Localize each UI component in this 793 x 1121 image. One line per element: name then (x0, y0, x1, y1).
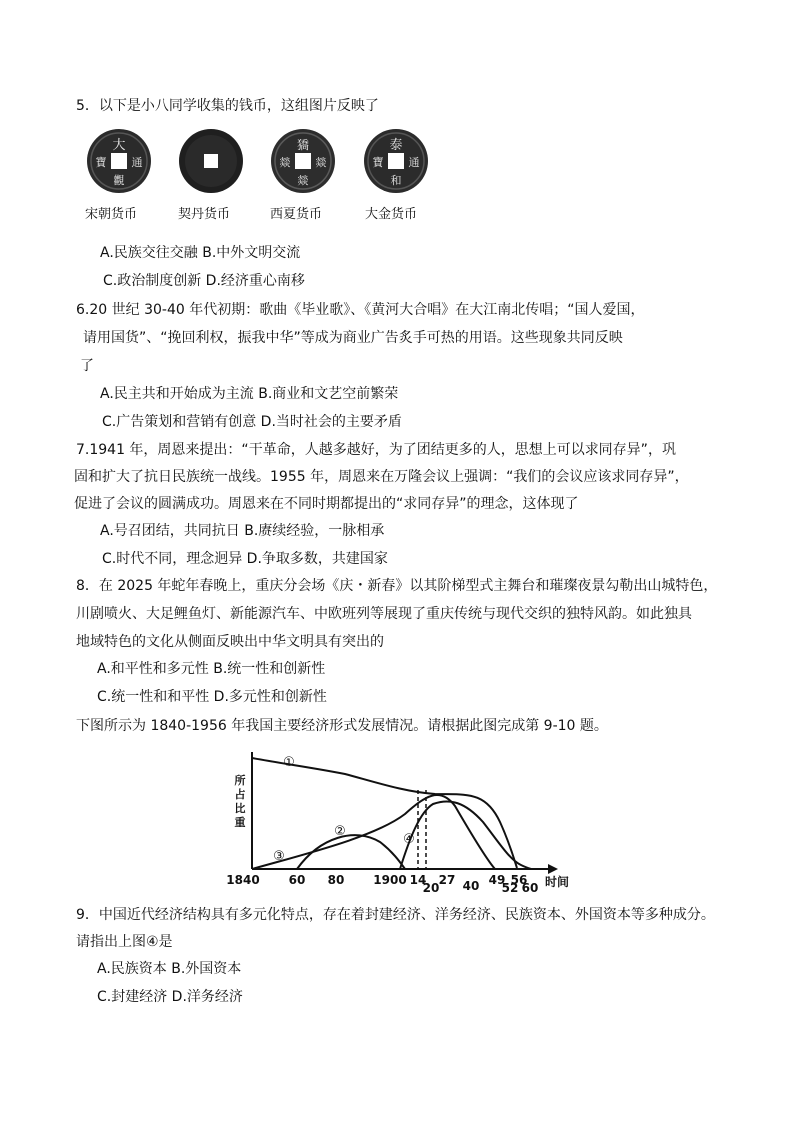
coin-jin (363, 128, 429, 198)
q6-line-1: 6.20 世纪 30-40 年代初期：歌曲《毕业歌》、《黄河大合唱》在大江南北传唱；“国人爱国， (76, 302, 645, 318)
coin-song-glyph-bottom: 觀 (113, 174, 125, 187)
q8-options-ab: A.和平性和多元性 B.统一性和创新性 (97, 661, 326, 677)
coin-jin-label: 大金货币 (365, 207, 418, 222)
q9-line-1: 9．中国近代经济结构具有多元化特点，存在着封建经济、洋务经济、民族资本、外国资本等多种成分。 (76, 907, 715, 923)
y-axis-label-char-4: 重 (234, 816, 246, 829)
x-tick-52: 52 (501, 881, 519, 895)
coin-xixia-glyph-left: 燚 (279, 156, 291, 169)
coin-jin-glyph-right: 通 (408, 156, 420, 169)
x-axis-arrow (548, 864, 558, 874)
q8-line-3: 地域特色的文化从侧面反映出中华文明具有突出的 (76, 634, 384, 650)
x-axis-label: 时间 (544, 875, 570, 889)
series-marker-4 (403, 832, 415, 847)
y-axis-label-char-1: 所 (234, 774, 246, 787)
q7-line-2: 固和扩大了抗日民族统一战线。1955 年，周恩来在万隆会议上强调：“我们的会议应该求同存异”， (74, 469, 689, 485)
series-4-line (400, 801, 531, 869)
coin-xixia (270, 128, 336, 198)
x-tick-20: 20 (422, 881, 440, 895)
q8-line-2: 川剧喷火、大足鲤鱼灯、新能源汽车、中欧班列等展现了重庆传统与现代交织的独特风韵。如此独具 (76, 606, 692, 622)
q6-options-cd: C.广告策划和营销有创意 D.当时社会的主要矛盾 (102, 414, 402, 430)
coin-song-glyph-right: 通 (131, 156, 143, 169)
q5-stem: 5．以下是小八同学收集的钱币，这组图片反映了 (76, 98, 379, 114)
coin-song-glyph-left: 寶 (95, 156, 107, 169)
q6-options-ab: A.民主共和开始成为主流 B.商业和文艺空前繁荣 (100, 386, 399, 402)
x-ticks-second-row (225, 880, 585, 900)
x-tick-80: 80 (327, 873, 345, 887)
series-3-line (252, 795, 495, 869)
svg-text:④: ④ (403, 832, 415, 847)
coin-song (86, 128, 152, 198)
svg-text:③: ③ (273, 849, 285, 864)
q5-options-cd: C.政治制度创新 D.经济重心南移 (103, 273, 305, 289)
coin-song-label: 宋朝货币 (85, 207, 138, 222)
x-tick-60: 60 (288, 873, 306, 887)
economy-forms-chart (225, 742, 585, 892)
q7-options-cd: C.时代不同，理念迥异 D.争取多数，共建国家 (102, 551, 388, 567)
q6-line-2: 请用国货”、“挽回利权，振我中华”等成为商业广告炙手可热的用语。这些现象共同反映 (83, 330, 623, 346)
series-marker-1 (283, 755, 295, 770)
coin-khitan (178, 128, 244, 198)
series-1-line (252, 758, 517, 868)
x-tick-40: 40 (462, 879, 480, 892)
q9-options-ab: A.民族资本 B.外国资本 (97, 961, 242, 977)
x-tick-60-bottom: 60 (521, 881, 539, 895)
x-tick-1900: 1900 (373, 873, 407, 887)
svg-text:②: ② (334, 824, 346, 839)
coin-jin-glyph-top: 泰 (389, 138, 403, 153)
coin-khitan-label: 契丹货币 (178, 207, 231, 222)
q6-line-3: 了 (80, 358, 94, 374)
coin-song-glyph-top: 大 (112, 138, 126, 153)
x-tick-1840: 1840 (226, 873, 260, 887)
series-marker-2 (334, 824, 346, 839)
coin-jin-glyph-left: 寶 (372, 156, 384, 169)
y-axis-label-char-3: 比 (234, 802, 246, 815)
coin-xixia-glyph-right: 燚 (315, 156, 327, 169)
coin-jin-glyph-bottom: 和 (390, 174, 402, 187)
x-tick-27: 27 (438, 873, 456, 887)
q9-line-2: 请指出上图④是 (76, 934, 173, 950)
q8-options-cd: C.统一性和和平性 D.多元性和创新性 (97, 689, 327, 705)
series-marker-3 (273, 849, 285, 864)
q7-options-ab: A.号召团结，共同抗日 B.赓续经验，一脉相承 (100, 523, 385, 539)
coin-xixia-glyph-bottom: 燚 (297, 174, 309, 187)
q5-options-ab: A.民族交往交融 B.中外文明交流 (100, 245, 301, 261)
x-tick-14: 14 (409, 873, 427, 887)
x-tick-56: 56 (510, 873, 528, 887)
q9-options-cd: C.封建经济 D.洋务经济 (97, 989, 243, 1005)
q8-line-1: 8．在 2025 年蛇年春晚上，重庆分会场《庆・新春》以其阶梯型式主舞台和璀璨夜景勾勒出山城特色， (76, 578, 718, 594)
y-axis-label-char-2: 占 (234, 788, 246, 801)
q7-line-3: 促进了会议的圆满成功。周恩来在不同时期都提出的“求同存异”的理念，这体现了 (74, 496, 579, 512)
svg-text:①: ① (283, 755, 295, 770)
coin-xixia-glyph-top: 獢 (296, 138, 310, 152)
x-tick-49: 49 (488, 873, 506, 887)
coin-xixia-label: 西夏货币 (270, 207, 323, 222)
q7-line-1: 7.1941 年，周恩来提出：“干革命，人越多越好，为了团结更多的人，思想上可以求同存异”，巩 (76, 442, 676, 458)
chart-intro: 下图所示为 1840-1956 年我国主要经济形式发展情况。请根据此图完成第 9-10 题。 (76, 718, 608, 734)
